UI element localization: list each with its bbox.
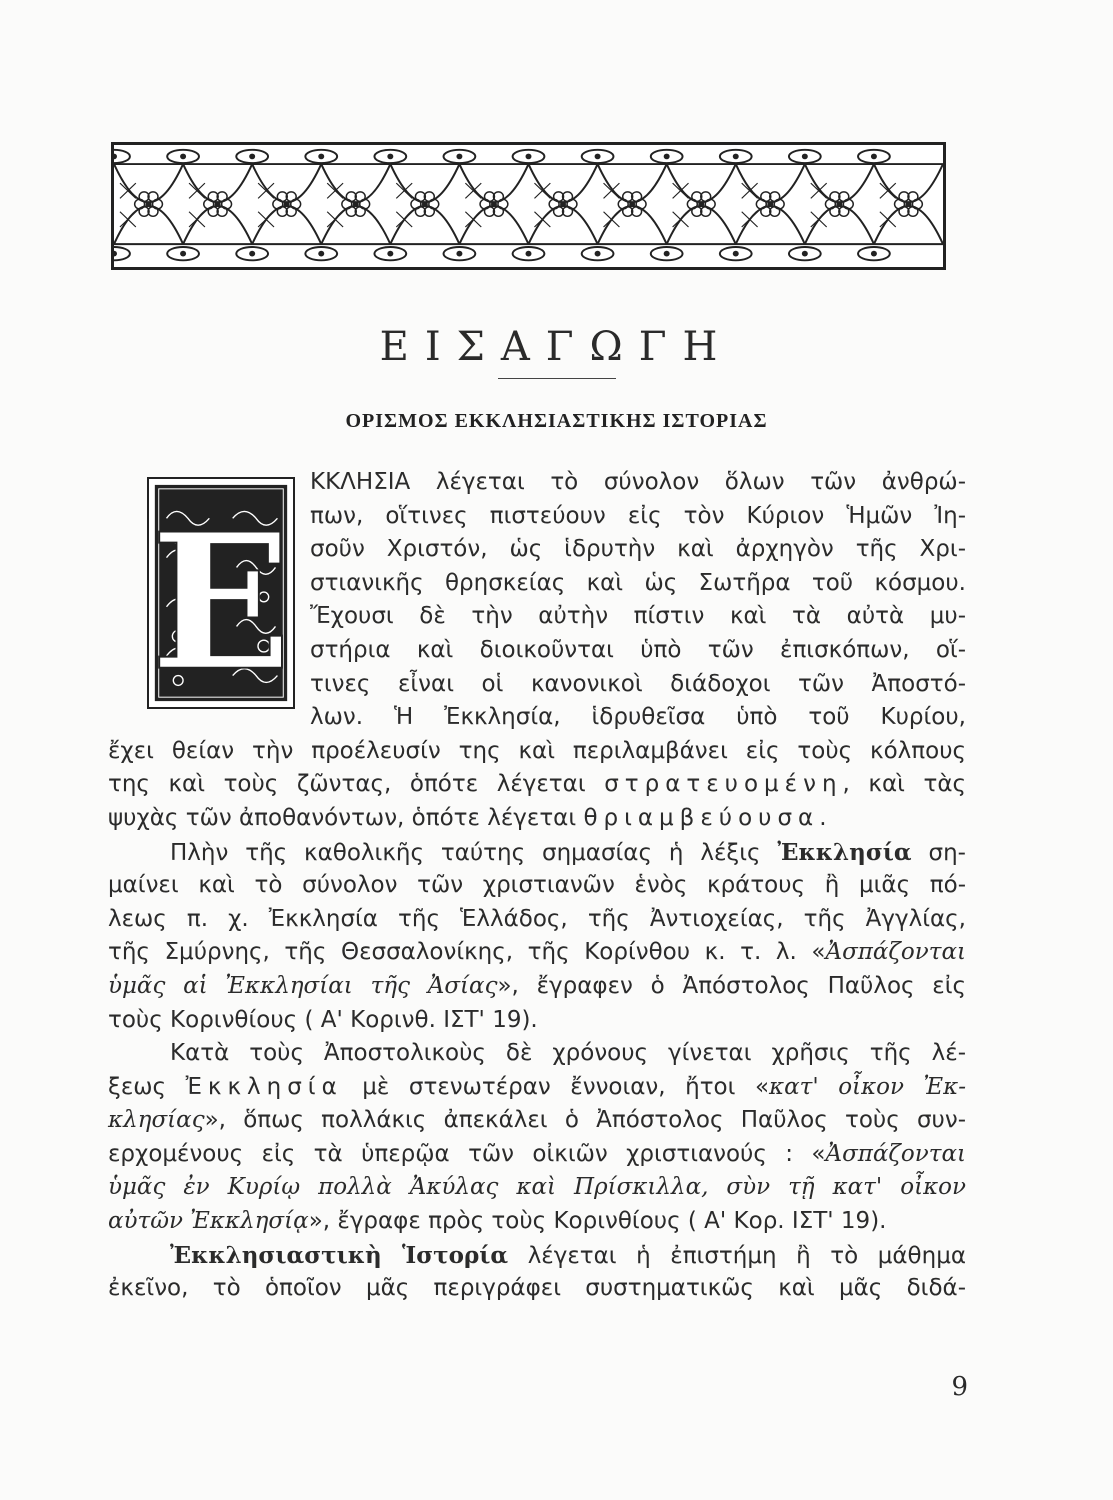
body-text bbox=[108, 466, 966, 1306]
page-number: 9 bbox=[951, 1372, 968, 1402]
text-line: ὑμᾶς ἐν Κυρίῳ πολλὰ Ἀκύλας καὶ Πρίσκιλλα, σὺν τῇ κατ' οἶκον bbox=[108, 1174, 966, 1201]
text-line: Πλὴν τῆς καθολικῆς ταύτης σημασίας ἡ λέξις Ἐκκλησία ση- bbox=[170, 838, 966, 866]
text-line: Ἔχουσι δὲ τὴν αὐτὴν πίστιν καὶ τὰ αὐτὰ μυ- bbox=[310, 603, 966, 630]
text-line: ερχομένους εἰς τὰ ὑπερῷα τῶν οἰκιῶν χριστιανούς : «Ἀσπάζονται bbox=[108, 1140, 966, 1167]
text-line: τινες εἶναι οἱ κανονικοὶ διάδοχοι τῶν Ἀποστό- bbox=[310, 670, 966, 697]
text-line: ἔχει θείαν τὴν προέλευσίν της καὶ περιλαμβάνει εἰς τοὺς κόλπους bbox=[108, 737, 966, 764]
chapter-title: ΕΙΣΑΓΩΓΗ bbox=[379, 324, 734, 370]
text-line: στήρια καὶ διοικοῦνται ὑπὸ τῶν ἐπισκόπων, οἵ- bbox=[310, 636, 966, 663]
text-line: πων, οἵτινες πιστεύουν εἰς τὸν Κύριον Ἡμῶν Ἰη- bbox=[310, 502, 966, 529]
text-line: Ἐκκλησιαστικὴ Ἱστορία λέγεται ἡ ἐπιστήμη ἢ τὸ μάθημα bbox=[170, 1241, 967, 1269]
ornamental-header-band bbox=[111, 142, 946, 270]
text-line: της καὶ τοὺς ζῶντας, ὁπότε λέγεται στρατευομένη, καὶ τὰς bbox=[108, 771, 966, 798]
text-line: στιανικῆς θρησκείας καὶ ὡς Σωτῆρα τοῦ κόσμου. bbox=[310, 569, 966, 596]
text-line: αὐτῶν Ἐκκλησίᾳ», ἔγραφε πρὸς τοὺς Κορινθίους ( Α' Κορ. ΙΣΤ' 19). bbox=[108, 1208, 887, 1235]
text-line: Κατὰ τοὺς Ἀποστολικοὺς δὲ χρόνους γίνεται χρῆσις τῆς λέ- bbox=[170, 1040, 966, 1067]
text-line: ΚΚΛΗΣΙΑ λέγεται τὸ σύνολον ὅλων τῶν ἀνθρώ- bbox=[310, 469, 966, 495]
text-line: τῆς Σμύρνης, τῆς Θεσσαλονίκης, τῆς Κορίνθου κ. τ. λ. «Ἀσπάζονται bbox=[108, 939, 966, 966]
drop-cap-letter: Ε bbox=[150, 492, 292, 707]
text-line: ἐκεῖνο, τὸ ὁποῖον μᾶς περιγράφει συστηματικῶς καὶ μᾶς διδά- bbox=[108, 1275, 966, 1302]
text-line: μαίνει καὶ τὸ σύνολον τῶν χριστιανῶν ἑνὸς κράτους ἢ μιᾶς πό- bbox=[108, 872, 966, 899]
section-subtitle: ΟΡΙΣΜΟΣ ΕΚΚΛΗΣΙΑΣΤΙΚΗΣ ΙΣΤΟΡΙΑΣ bbox=[345, 410, 768, 432]
text-line: λων. Ἡ Ἐκκλησία, ἱδρυθεῖσα ὑπὸ τοῦ Κυρίου, bbox=[310, 704, 966, 731]
text-line: λεως π. χ. Ἐκκλησία τῆς Ἑλλάδος, τῆς Ἀντιοχείας, τῆς Ἀγγλίας, bbox=[108, 905, 966, 932]
text-line: ὑμᾶς αἱ Ἐκκλησίαι τῆς Ἀσίας», ἔγραφεν ὁ Ἀπόστολος Παῦλος εἰς bbox=[108, 972, 966, 999]
text-line: κλησίας», ὅπως πολλάκις ἀπεκάλει ὁ Ἀπόστολος Παῦλος τοὺς συν- bbox=[108, 1107, 966, 1134]
text-line: τοὺς Κορινθίους ( Α' Κορινθ. ΙΣΤ' 19). bbox=[108, 1006, 538, 1033]
text-line: σοῦν Χριστόν, ὡς ἱδρυτὴν καὶ ἀρχηγὸν τῆς Χρι- bbox=[310, 536, 966, 563]
text-line: ξεως Ἐκκλησία μὲ στενωτέραν ἔννοιαν, ἤτοι «κατ' οἶκον Ἐκ- bbox=[108, 1073, 966, 1100]
title-rule bbox=[498, 378, 616, 379]
text-line: ψυχὰς τῶν ἀποθανόντων, ὁπότε λέγεται θριαμβεύουσα. bbox=[108, 804, 827, 831]
